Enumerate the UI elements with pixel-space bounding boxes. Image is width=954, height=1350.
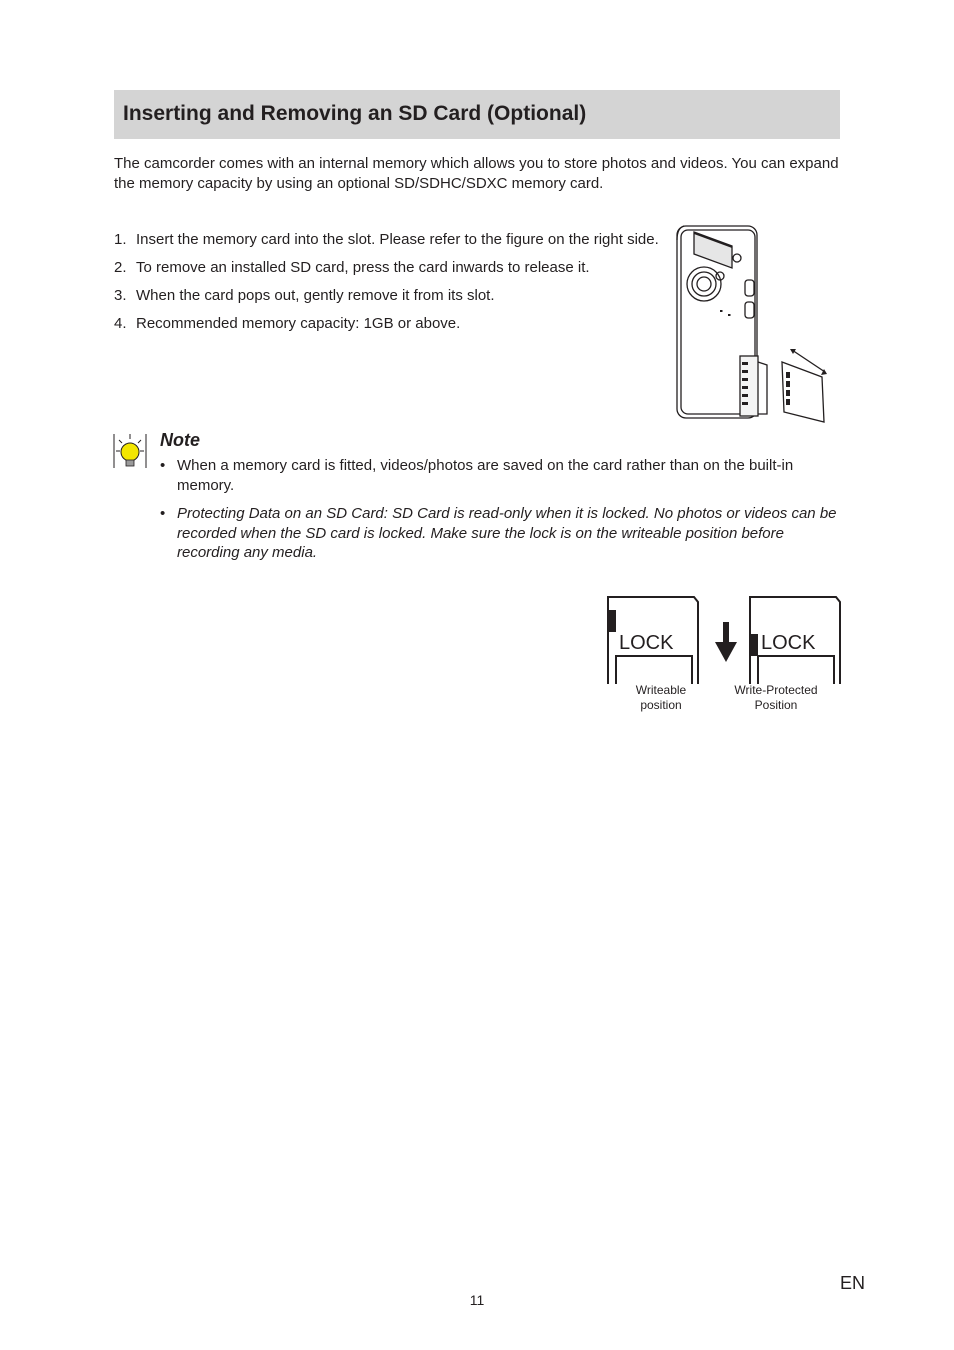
step-text: When the card pops out, gently remove it from its slot. [136,287,495,304]
page-number: 11 [469,1292,485,1308]
step-text: Recommended memory capacity: 1GB or above. [136,315,461,332]
bullet-mark: • [160,457,166,474]
sd-lock-illustration [604,594,844,686]
note-bullet-list [160,456,845,572]
steps-list [114,230,664,342]
lock-label: LOCK [761,632,816,654]
step-text: Insert the memory card into the slot. Please refer to the figure on the right side. [136,231,659,248]
note-text: Protecting Data on an SD Card: SD Card is read-only when it is locked. No photos or videos can be recorded when the SD card is locked. Make sure the lock is on the writeable position before recording any media. [177,505,837,561]
note-text: When a memory card is fitted, videos/photos are saved on the card rather than on the built-in memory. [177,457,794,494]
lightbulb-icon [112,432,148,470]
step-number: 3. [114,287,127,304]
note-title: Note [160,430,200,450]
list-item [160,504,845,563]
bullet-mark: • [160,505,166,522]
lock-label: LOCK [619,632,674,654]
language-tag: EN [840,1273,866,1293]
section-heading-banner [114,90,840,139]
step-number: 4. [114,315,127,332]
list-item [114,314,664,334]
caption-writeable [616,683,706,713]
intro-paragraph: The camcorder comes with an internal memory which allows you to store photos and videos. You can expand the memory capacity by using an optional SD/SDHC/SDXC memory card. [114,155,839,192]
caption-line: position [640,698,682,712]
caption-line: Writeable [635,683,687,697]
list-item [160,456,845,495]
step-number: 2. [114,259,127,276]
section-heading: Inserting and Removing an SD Card (Optional) [123,102,587,125]
caption-line: Position [754,698,798,712]
down-arrow-icon [715,622,737,662]
camcorder-sd-insert-illustration [672,222,832,432]
step-number: 1. [114,231,127,248]
caption-line: Write-Protected [734,683,818,697]
list-item [114,258,664,278]
step-text: To remove an installed SD card, press the card inwards to release it. [136,259,590,276]
caption-write-protected [722,683,830,713]
list-item [114,286,664,306]
list-item [114,230,664,250]
